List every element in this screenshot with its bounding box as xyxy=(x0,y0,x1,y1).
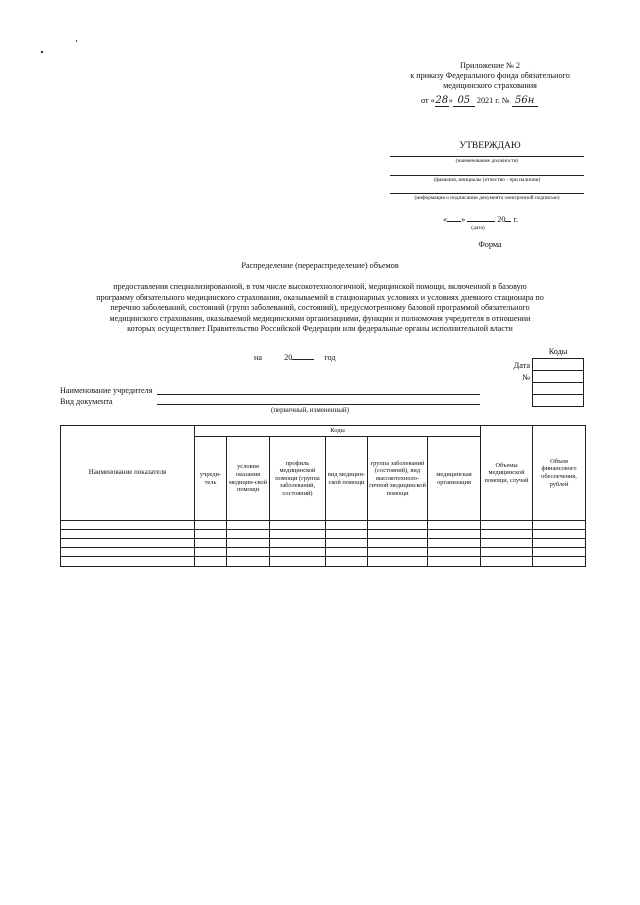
header-code-profile: профиль медицинской помощи (группа заболеваний, состояний) xyxy=(270,437,326,521)
table-row xyxy=(61,521,586,530)
header-code-conditions: условия оказания медицин-ской помощи xyxy=(227,437,270,521)
handwritten-order-number: 56н xyxy=(512,96,538,107)
date-prefix: от « xyxy=(421,96,435,105)
order-date-line xyxy=(421,96,591,107)
codes-number-label: № xyxy=(522,373,530,382)
codes-box-header: Коды xyxy=(548,347,568,356)
header-volume: Объемы медицинской помощи, случай xyxy=(481,426,533,521)
approve-title: УТВЕРЖДАЮ xyxy=(459,141,521,151)
signature-caption: (информация о подписании документа электронной подписью) xyxy=(414,195,560,201)
appendix-line: медицинского страхования xyxy=(443,81,537,90)
table-row xyxy=(61,530,586,539)
year-text: 20 xyxy=(497,215,506,224)
header-finance: Объем финансового обеспечения, рублей xyxy=(533,426,586,521)
table-row xyxy=(61,557,586,567)
period-line xyxy=(254,351,374,363)
description-line: перечню заболеваний, состояний (групп заболеваний, состояний), предусмотренному базовой программой обязательного xyxy=(110,303,530,313)
founder-label: Наименование учредителя xyxy=(60,386,153,395)
header-codes: Коды xyxy=(195,426,481,437)
description-line: предоставления специализированной, в том числе высокотехнологичной, медицинской помощи, включенной в базовую xyxy=(113,282,527,291)
date-year: 2021 г. № xyxy=(476,96,510,105)
appendix-title: Приложение № 2 xyxy=(460,61,520,70)
codes-box-cell xyxy=(533,383,584,395)
table-row xyxy=(61,548,586,557)
scan-speck xyxy=(41,51,43,53)
date-close-quote: » xyxy=(461,215,466,224)
position-caption: (наименование должности) xyxy=(455,158,519,164)
date-mid: » xyxy=(448,96,453,105)
header-code-organization: медицинская организация xyxy=(428,437,481,521)
year-suffix: г. xyxy=(513,215,518,224)
description-line: программу обязательного медицинского страхования, оказываемой в стационарных условиях и условиях дневного стационара по xyxy=(96,292,544,302)
name-caption: (фамилия, инициалы (отчество - при наличии) xyxy=(433,177,541,183)
year-blank xyxy=(505,213,511,222)
codes-box xyxy=(532,358,584,407)
header-code-type: вид медицин-ской помощи xyxy=(326,437,368,521)
scan-speck xyxy=(76,40,77,42)
description-line: которых осуществляет Правительство Российской Федерации или федеральные органы исполнительной власти xyxy=(127,324,513,334)
table-row xyxy=(61,539,586,548)
period-prefix: на xyxy=(254,353,263,362)
signature-line xyxy=(390,193,584,194)
doc-type-line xyxy=(157,404,480,405)
appendix-line: к приказу Федерального фонда обязательного xyxy=(410,71,570,80)
handwritten-month: 05 xyxy=(453,96,475,107)
document-title: Распределение (перераспределение) объемов xyxy=(241,261,399,270)
codes-box-cell xyxy=(533,395,584,407)
name-line xyxy=(390,175,584,176)
period-year-blank xyxy=(292,351,314,360)
approve-date-line xyxy=(443,213,553,225)
codes-box-cell xyxy=(533,359,584,371)
main-table xyxy=(60,425,586,567)
period-year: 20 xyxy=(284,353,293,362)
day-blank xyxy=(447,213,461,222)
position-line xyxy=(390,156,584,157)
description xyxy=(55,282,585,335)
form-label: Форма xyxy=(478,240,502,249)
appendix-block xyxy=(380,61,600,91)
date-caption: (дата) xyxy=(471,225,485,231)
description-line: медицинского страхования, оказываемой медицинскими организациями, функции и полномочия учредителя в отношении xyxy=(109,313,531,323)
doc-type-caption: (первичный, измененный) xyxy=(270,406,350,414)
codes-date-label: Дата xyxy=(513,361,530,370)
header-code-founder: учреди-тель xyxy=(195,437,227,521)
date-open-quote: « xyxy=(443,215,448,224)
period-suffix: год xyxy=(324,353,336,362)
codes-box-cell xyxy=(533,371,584,383)
header-code-group: группа заболеваний (состояний), вид высокотехноло-гичной медицинской помощи xyxy=(368,437,428,521)
founder-line xyxy=(157,394,480,395)
doc-type-label: Вид документа xyxy=(60,397,113,406)
header-indicator: Наименование показателя xyxy=(61,426,195,521)
month-blank xyxy=(467,213,495,222)
handwritten-day: 28 xyxy=(435,95,449,106)
